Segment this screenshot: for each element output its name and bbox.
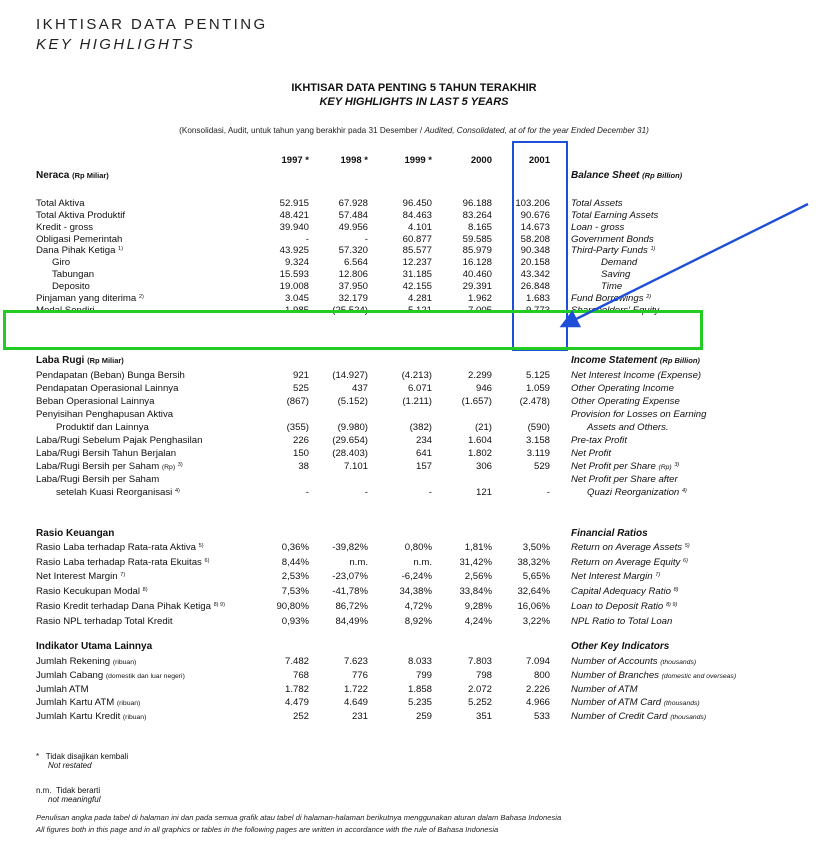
row-label-en: Net Interest Margin: [571, 571, 653, 582]
table-cell: 16,06%: [517, 601, 550, 612]
row-label-id: Beban Operasional Lainnya: [36, 396, 155, 407]
table-cell: (29.654): [332, 435, 368, 446]
row-footnote-id: 1): [118, 246, 124, 252]
table-cell: 259: [415, 711, 432, 722]
row-label-en: Demand: [601, 257, 638, 268]
table-cell: 85.979: [462, 245, 492, 256]
row-footnote-id: 3): [177, 462, 183, 468]
footer-note-id: Penulisan angka pada tabel di halaman ini dan pada semua grafik atau tabel di halaman-halaman berikutnya menggunakan aturan dalam Bahasa Indonesia: [36, 813, 562, 822]
row-unit-id: (ribuan): [112, 659, 137, 666]
row-footnote-en: 3): [674, 462, 680, 468]
table-cell: 6.564: [343, 257, 368, 268]
row-label-id: Jumlah ATM: [36, 684, 89, 695]
table-cell: 7.482: [284, 656, 309, 667]
row-label-id: Rasio Laba terhadap Rata-rata Ekuitas: [36, 557, 202, 568]
row-label-en: Number of Credit Card: [571, 711, 668, 722]
table-cell: 1.985: [284, 305, 309, 316]
table-cell: 9.324: [284, 257, 309, 268]
table-cell: (382): [409, 422, 432, 433]
section-unit-id: (Rp Miliar): [87, 356, 124, 365]
table-cell: 1.782: [284, 684, 309, 695]
note-mark: n.m.: [36, 786, 52, 795]
row-label-en: Saving: [601, 269, 631, 280]
row-label-en: Return on Average Equity: [571, 557, 681, 568]
table-cell: (355): [286, 422, 309, 433]
row-label-en: Other Operating Expense: [571, 396, 680, 407]
row-label-en: Other Operating Income: [571, 383, 674, 394]
table-cell: 5,65%: [522, 571, 550, 582]
note-mark: *: [36, 752, 40, 761]
table-cell: 96.188: [462, 198, 492, 209]
table-cell: 1.604: [467, 435, 492, 446]
table-cell: (5.152): [337, 396, 368, 407]
table-cell: 14.673: [520, 222, 550, 233]
table-cell: 121: [475, 487, 492, 498]
row-label-id: Obligasi Pemerintah: [36, 234, 123, 245]
table-cell: 2.299: [467, 370, 492, 381]
table-cell: 9.773: [525, 305, 550, 316]
table-cell: 0,36%: [281, 542, 309, 553]
table-cell: 3.119: [526, 448, 550, 459]
section-label-en: Financial Ratios: [571, 528, 648, 539]
table-cell: 52.915: [279, 198, 309, 209]
table-cell: (1.211): [402, 396, 432, 407]
table-cell: 12.806: [338, 269, 368, 280]
table-cell: 921: [292, 370, 309, 381]
table-cell: -: [364, 487, 368, 498]
table-cell: (2.478): [519, 396, 550, 407]
table-cell: 8,92%: [404, 616, 432, 627]
row-label-en: Third-Party Funds: [571, 245, 648, 256]
table-cell: 43.342: [520, 269, 550, 280]
row-label-id: Rasio Kecukupan Modal: [36, 586, 140, 597]
table-cell: 7,53%: [281, 586, 309, 597]
arrow-line: [566, 204, 808, 324]
row-footnote-id: 7): [120, 572, 126, 578]
table-cell: 12.237: [402, 257, 432, 268]
row-label-en: Assets and Others.: [587, 422, 669, 433]
table-cell: 7.094: [525, 656, 550, 667]
table-cell: -41,78%: [332, 586, 368, 597]
row-footnote-en: 5): [684, 543, 690, 549]
table-cell: 1.802: [467, 448, 492, 459]
table-cell: 20.158: [520, 257, 550, 268]
table-cell: 96.450: [402, 198, 432, 209]
section-unit-id: (Rp Miliar): [72, 171, 109, 180]
table-cell: 150: [292, 448, 309, 459]
row-label-id: Total Aktiva: [36, 198, 85, 209]
row-label-en: Government Bonds: [571, 234, 654, 245]
table-cell: 32.179: [338, 293, 368, 304]
row-unit-en: (thousands): [670, 714, 707, 721]
table-cell: 83.264: [462, 210, 492, 221]
row-label-id: Jumlah Rekening: [36, 656, 111, 667]
table-cell: n.m.: [349, 557, 368, 568]
row-label-en: Number of Branches: [571, 670, 659, 681]
row-label-id: Giro: [52, 257, 71, 268]
table-cell: 0,80%: [404, 542, 432, 553]
table-cell: 16.128: [462, 257, 492, 268]
table-cell: (867): [286, 396, 309, 407]
table-cell: 57.320: [338, 245, 368, 256]
row-label-id: Produktif dan Lainnya: [56, 422, 149, 433]
table-cell: 3,22%: [522, 616, 550, 627]
year-header-2000: 2000: [470, 155, 492, 166]
table-cell: (21): [474, 422, 492, 433]
table-cell: -: [364, 234, 368, 245]
table-cell: 40.460: [462, 269, 492, 280]
year-header-1998: 1998 *: [340, 155, 368, 166]
row-label-id: Total Aktiva Produktif: [36, 210, 126, 221]
table-cell: 42.155: [402, 281, 432, 292]
row-label-en: Loan - gross: [571, 222, 625, 233]
table-cell: 4.479: [284, 697, 309, 708]
table-cell: 60.877: [402, 234, 432, 245]
table-cell: 57.484: [338, 210, 368, 221]
section-label-id: Rasio Keuangan: [36, 528, 115, 539]
table-cell: 90.676: [520, 210, 550, 221]
basis-en: Audited, Consolidated, at of for the year Ended December 31): [424, 126, 649, 135]
table-cell: 641: [415, 448, 432, 459]
row-label-id: Pendapatan (Beban) Bunga Bersih: [36, 370, 185, 381]
table-cell: 31.185: [402, 269, 432, 280]
table-cell: 1,81%: [464, 542, 492, 553]
table-cell: 5.252: [467, 697, 492, 708]
table-cell: 4.281: [407, 293, 432, 304]
table-cell: 58.208: [520, 234, 550, 245]
table-cell: -: [546, 487, 550, 498]
table-cell: -6,24%: [401, 571, 432, 582]
row-label-en: NPL Ratio to Total Loan: [571, 616, 673, 627]
row-label-en: Total Earning Assets: [571, 210, 659, 221]
table-cell: (28.403): [332, 448, 368, 459]
table-cell: 3.045: [284, 293, 309, 304]
note-text-en: not meaningful: [48, 795, 101, 804]
year-header-2001: 2001: [528, 155, 550, 166]
note-text-id: Tidak berarti: [56, 786, 101, 795]
row-footnote-en: 8) 9): [665, 602, 678, 608]
row-footnote-en: 1): [650, 246, 656, 252]
table-cell: 29.391: [462, 281, 492, 292]
row-footnote-en: 4): [681, 488, 687, 494]
table-cell: 15.593: [279, 269, 309, 280]
table-cell: 86,72%: [335, 601, 368, 612]
row-label-en: Net Profit per Share: [571, 461, 656, 472]
table-cell: 306: [475, 461, 492, 472]
table-cell: 768: [292, 670, 309, 681]
row-label-id: Penyisihan Penghapusan Aktiva: [36, 409, 174, 420]
table-cell: 2,53%: [281, 571, 309, 582]
table-cell: 800: [533, 670, 550, 681]
section-unit-en: (Rp Billion): [659, 356, 700, 365]
section-label-id: Neraca: [36, 170, 70, 181]
row-unit-id: (ribuan): [122, 714, 147, 721]
table-cell: 84.463: [402, 210, 432, 221]
section-label-en: Other Key Indicators: [571, 641, 670, 652]
table-cell: 19.008: [279, 281, 309, 292]
table-cell: 8.033: [407, 656, 432, 667]
table-cell: 252: [292, 711, 309, 722]
table-cell: -: [305, 487, 309, 498]
row-label-en: Number of ATM: [571, 684, 638, 695]
table-cell: 798: [475, 670, 492, 681]
table-cell: 351: [475, 711, 492, 722]
table-cell: 3.158: [525, 435, 550, 446]
table-cell: (1.657): [461, 396, 492, 407]
row-footnote-id: 8) 9): [213, 602, 225, 608]
page-title-en: KEY HIGHLIGHTS: [36, 36, 196, 53]
table-cell: 38: [298, 461, 309, 472]
table-cell: 776: [351, 670, 368, 681]
row-label-id: Dana Pihak Ketiga: [36, 245, 116, 256]
row-label-id: Laba/Rugi Bersih Tahun Berjalan: [36, 448, 177, 459]
note-text-id: Tidak disajikan kembali: [45, 752, 129, 761]
table-cell: 4.649: [343, 697, 368, 708]
table-cell: 946: [475, 383, 492, 394]
row-label-id: Pinjaman yang diterima: [36, 293, 137, 304]
row-label-en: Number of ATM Card: [571, 697, 662, 708]
table-cell: 5.235: [407, 697, 432, 708]
row-label-id: Tabungan: [52, 269, 95, 280]
table-cell: (590): [527, 422, 550, 433]
row-label-en: Net Profit per Share after: [571, 474, 678, 485]
row-unit-en: (Rp): [658, 464, 672, 471]
table-cell: 103.206: [515, 198, 550, 209]
row-footnote-id: 5): [198, 543, 204, 549]
table-cell: 7.803: [467, 656, 492, 667]
row-unit-id: (ribuan): [116, 700, 141, 707]
row-label-id: Rasio Laba terhadap Rata-rata Aktiva: [36, 542, 196, 553]
row-label-id: Rasio Kredit terhadap Dana Pihak Ketiga: [36, 601, 211, 612]
table-cell: 90,80%: [276, 601, 309, 612]
row-label-en: Fund Borrowings: [571, 293, 644, 304]
row-label-id: Jumlah Kartu ATM: [36, 697, 115, 708]
table-cell: 8.165: [467, 222, 492, 233]
row-label-id: Modal Sendiri: [36, 305, 95, 316]
table-cell: 533: [533, 711, 550, 722]
row-footnote-id: 6): [204, 558, 210, 564]
row-footnote-en: 6): [683, 558, 688, 564]
table-cell: (9.980): [337, 422, 368, 433]
row-label-en: Net Profit: [571, 448, 611, 459]
footer-note-en: All figures both in this page and in all graphics or tables in the following pages are written in accordance with the rule of Bahasa Indonesia: [36, 825, 499, 834]
table-cell: 529: [533, 461, 550, 472]
table-cell: 1.059: [525, 383, 550, 394]
table-cell: 5.121: [407, 305, 432, 316]
year-header-1997: 1997 *: [281, 155, 309, 166]
row-footnote-en: 2): [646, 294, 652, 300]
table-cell: 59.585: [462, 234, 492, 245]
table-cell: 7.005: [467, 305, 492, 316]
table-cell: 4.966: [525, 697, 550, 708]
table-cell: 231: [351, 711, 368, 722]
row-label-id: Laba/Rugi Bersih per Saham: [36, 461, 160, 472]
table-cell: 49.956: [338, 222, 368, 233]
table-cell: 67.928: [338, 198, 368, 209]
table-cell: 437: [351, 383, 368, 394]
table-cell: 1.858: [407, 684, 432, 695]
table-cell: 1.683: [525, 293, 550, 304]
table-cell: -: [305, 234, 309, 245]
table-title-id: IKHTISAR DATA PENTING 5 TAHUN TERAKHIR: [291, 82, 537, 94]
table-cell: 2.072: [467, 684, 492, 695]
section-label-id: Laba Rugi: [36, 355, 85, 366]
table-cell: 1.962: [467, 293, 492, 304]
section-unit-en: (Rp Billion): [642, 171, 683, 180]
row-unit-en: (thousands): [660, 659, 697, 666]
row-footnote-en: 8): [673, 587, 679, 593]
table-cell: 37.950: [338, 281, 368, 292]
table-cell: 525: [292, 383, 309, 394]
row-label-en: Total Assets: [571, 198, 623, 209]
table-cell: 6.071: [407, 383, 432, 394]
table-cell: 85.577: [402, 245, 432, 256]
table-cell: 2.226: [525, 684, 550, 695]
row-unit-id: (domestik dan luar negeri): [105, 673, 185, 680]
row-label-id: Laba/Rugi Sebelum Pajak Penghasilan: [36, 435, 203, 446]
section-label-en: Income Statement: [571, 355, 658, 366]
row-label-en: Pre-tax Profit: [571, 435, 627, 446]
table-cell: (25.524): [332, 305, 368, 316]
table-cell: -: [428, 487, 432, 498]
table-cell: 32,64%: [517, 586, 550, 597]
row-label-en: Time: [601, 281, 623, 292]
table-cell: 3,50%: [522, 542, 550, 553]
row-label-id: Pendapatan Operasional Lainnya: [36, 383, 179, 394]
row-footnote-en: 7): [655, 572, 661, 578]
row-label-en: Loan to Deposit Ratio: [571, 601, 664, 612]
table-cell: 7.101: [343, 461, 368, 472]
section-label-en: Balance Sheet: [571, 170, 640, 181]
row-label-id: setelah Kuasi Reorganisasi: [56, 487, 173, 498]
year-header-1999: 1999 *: [404, 155, 432, 166]
table-title-en: KEY HIGHLIGHTS IN LAST 5 YEARS: [319, 96, 509, 108]
row-label-id: Rasio NPL terhadap Total Kredit: [36, 616, 173, 627]
row-label-id: Kredit - gross: [36, 222, 94, 233]
row-label-id: Jumlah Cabang: [36, 670, 104, 681]
table-cell: (14.927): [332, 370, 368, 381]
table-cell: 799: [415, 670, 432, 681]
row-label-id: Jumlah Kartu Kredit: [36, 711, 121, 722]
table-cell: -39,82%: [332, 542, 368, 553]
table-cell: 39.940: [279, 222, 309, 233]
table-cell: (4.213): [401, 370, 432, 381]
page-title-id: IKHTISAR DATA PENTING: [36, 16, 268, 33]
table-cell: 34,38%: [399, 586, 432, 597]
table-cell: 43.925: [279, 245, 309, 256]
table-cell: -23,07%: [332, 571, 368, 582]
row-label-en: Quazi Reorganization: [587, 487, 680, 498]
row-unit-en: (thousands): [663, 700, 700, 707]
row-unit-en: (domestic and overseas): [661, 673, 737, 680]
table-cell: 2,56%: [464, 571, 492, 582]
table-cell: 4,72%: [404, 601, 432, 612]
table-cell: 31,42%: [459, 557, 492, 568]
table-cell: 157: [415, 461, 432, 472]
table-cell: 9,28%: [464, 601, 492, 612]
table-cell: 4,24%: [464, 616, 492, 627]
table-cell: 33,84%: [459, 586, 492, 597]
row-label-en: Provision for Losses on Earning: [571, 409, 707, 420]
table-cell: 234: [415, 435, 432, 446]
row-footnote-id: 4): [174, 488, 180, 494]
table-cell: 48.421: [279, 210, 309, 221]
row-label-en: Return on Average Assets: [571, 542, 683, 553]
table-cell: 5.125: [525, 370, 550, 381]
row-label-en: Net Interest Income (Expense): [571, 370, 702, 381]
table-cell: 1.722: [343, 684, 368, 695]
table-cell: 0,93%: [281, 616, 309, 627]
row-label-en: Capital Adequacy Ratio: [571, 586, 671, 597]
row-footnote-id: 8): [142, 587, 148, 593]
row-unit-id: (Rp): [161, 464, 176, 471]
row-label-id: Laba/Rugi Bersih per Saham: [36, 474, 160, 485]
section-label-id: Indikator Utama Lainnya: [36, 641, 153, 652]
table-cell: 4.101: [407, 222, 432, 233]
table-cell: 38,32%: [517, 557, 550, 568]
table-cell: 8,44%: [281, 557, 309, 568]
table-cell: 84,49%: [335, 616, 368, 627]
table-cell: 7.623: [343, 656, 368, 667]
basis-id: (Konsolidasi, Audit, untuk tahun yang berakhir pada 31 Desember /: [179, 126, 425, 135]
table-cell: 90.348: [520, 245, 550, 256]
table-cell: n.m.: [413, 557, 432, 568]
row-label-en: Number of Accounts: [571, 656, 658, 667]
row-footnote-id: 2): [138, 294, 144, 300]
row-label-id: Net Interest Margin: [36, 571, 118, 582]
table-cell: 226: [292, 435, 309, 446]
row-label-id: Deposito: [52, 281, 90, 292]
row-label-en: Shareholders' Equity: [571, 305, 660, 316]
table-cell: 26.848: [520, 281, 550, 292]
note-text-en: Not restated: [48, 761, 92, 770]
